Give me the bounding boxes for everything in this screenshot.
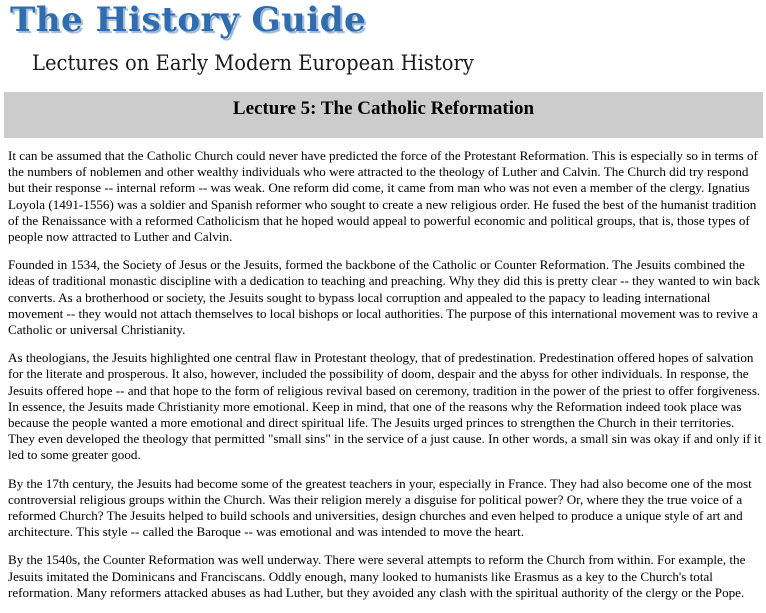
masthead [0, 0, 766, 92]
body-paragraph-5: By the 1540s, the Counter Reformation was well underway. There were several attempts to reform the Church from within. For example, the Jesuits imitated the Dominicans and Franciscans. Oddly enough, many looked to humanists like Erasmus as a key to the Church's total reformation. Many reformers attacked abuses as had Luther, but they avoided any clash with the spiritual authority of the clergy or the Pope. [8, 552, 746, 600]
site-title-logo[interactable]: The History Guide [10, 0, 367, 40]
lecture-title: Lecture 5: The Catholic Reformation [232, 98, 535, 119]
lecture-title-band [4, 92, 763, 138]
site-subtitle: Lectures on Early Modern European History [32, 51, 474, 75]
body-paragraph-2: Founded in 1534, the Society of Jesus or the Jesuits, formed the backbone of the Catholic or Counter Reformation. The Jesuits combined the ideas of traditional monastic discipline with a dedication to teaching and preaching. Why they did this is pretty clear -- they wanted to win back converts. As a brotherhood or society, the Jesuits sought to bypass local corruption and appealed to the papacy to leading international movement -- they would not attach themselves to local bishops or local authorities. The purpose of this international movement was to revive a Catholic or universal Christianity. [8, 257, 761, 338]
body-paragraph-4: By the 17th century, the Jesuits had become some of the greatest teachers in your, especially in France. They had also become one of the most controversial religious groups within the Church. Was their religion merely a disguise for political power? Or, where they the true voice of a reformed Church? The Jesuits helped to build schools and universities, design churches and even helped to produce a unique style of art and architecture. This style -- called the Baroque -- was emotional and was intended to move the heart. [8, 475, 752, 540]
body-paragraph-3: As theologians, the Jesuits highlighted one central flaw in Protestant theology, that of predestination. Predestination offered hopes of salvation for the literate and prosperous. It also, however, included the possibility of doom, despair and the abyss for other individuals. In response, the Jesuits offered hope -- and that hope to the form of religious revival based on ceremony, tradition in the power of the priest to offer forgiveness. In essence, the Jesuits made Christianity more emotional. Keep in mind, that one of the reasons why the Reformation indeed took place was because the people wanted a more emotional and direct spiritual life. The Jesuits urged princes to strengthen the Church in their territories. They even developed the theology that permitted "small sins" in the service of a just cause. In other words, a small sin was okay if and only if it led to some greater good. [8, 350, 762, 463]
lecture-body [8, 148, 762, 613]
body-paragraph-1: It can be assumed that the Catholic Church could never have predicted the force of the Protestant Reformation. This is especially so in terms of the numbers of noblemen and other wealthy individuals who were attracted to the theology of Luther and Calvin. The Church did try respond but their response -- internal reform -- was weak. One reform did come, it came from man who was not even a member of the clergy. Ignatius Loyola (1491-1556) was a soldier and Spanish reformer who sought to create a new religious order. He fused the best of the humanist tradition of the Renaissance with a reformed Catholicism that he hoped would appeal to powerful economic and political groups, that is, those types of people now attracted to Luther and Calvin. [8, 148, 758, 245]
